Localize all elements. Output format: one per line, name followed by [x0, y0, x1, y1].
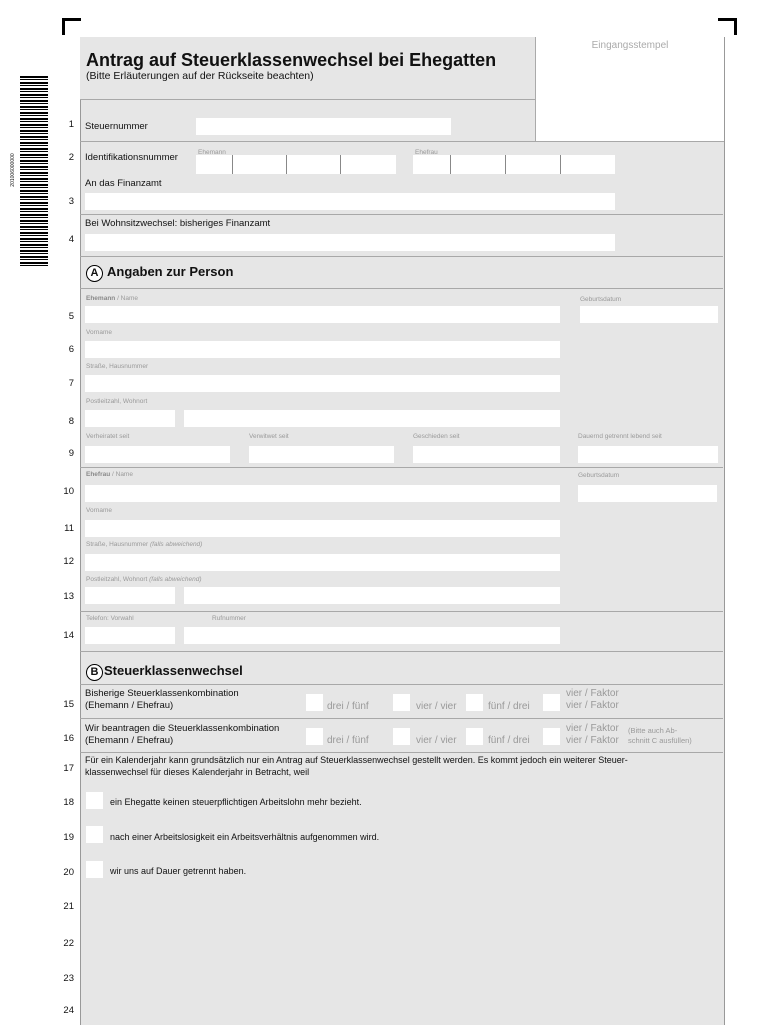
separator — [80, 651, 723, 652]
verwitwet-label: Verwitwet seit — [249, 433, 289, 440]
rufnummer-field[interactable] — [184, 627, 560, 644]
section-a-title — [86, 264, 233, 282]
ehemann-wohnort-field[interactable] — [184, 410, 560, 427]
separator — [80, 467, 723, 468]
form-subtitle: (Bitte Erläuterungen auf der Rückseite beachten) — [86, 70, 314, 82]
line-number: 16 — [63, 733, 74, 744]
reason-1-label: ein Ehegatte keinen steuerpflichtigen Arbeitslohn mehr bezieht. — [110, 797, 362, 807]
ehemann-strasse-field[interactable] — [85, 375, 560, 392]
id-ehefrau-box[interactable] — [506, 155, 561, 174]
geschieden-label: Geschieden seit — [413, 433, 460, 440]
stamp-label: Eingangsstempel — [591, 40, 669, 51]
ehemann-geburtsdatum-field[interactable] — [580, 306, 718, 323]
ehemann-vorname-field[interactable] — [85, 341, 560, 358]
ehemann-geburtsdatum-label: Geburtsdatum — [580, 296, 622, 303]
ehemann-name-label — [86, 295, 138, 302]
identifikationsnummer-label: Identifikationsnummer — [85, 152, 178, 163]
ehefrau-name-field[interactable] — [85, 485, 560, 502]
verheiratet-label: Verheiratet seit — [86, 433, 130, 440]
line-number: 17 — [63, 763, 74, 774]
ehefrau-strasse-label — [86, 541, 202, 548]
bisherige-drei-fuenf-label: drei / fünf — [327, 701, 369, 712]
geschieden-field[interactable] — [413, 446, 560, 463]
line-number: 22 — [63, 938, 74, 949]
ehemann-name-field[interactable] — [85, 306, 560, 323]
bisherige-drei-fuenf-checkbox[interactable] — [306, 694, 323, 711]
eingangsstempel-box — [535, 37, 724, 142]
ehefrau-geburtsdatum-label: Geburtsdatum — [578, 472, 620, 479]
wohnsitzwechsel-label: Bei Wohnsitzwechsel: bisheriges Finanzamt — [85, 218, 271, 229]
getrennt-label: Dauernd getrennt lebend seit — [578, 433, 662, 440]
separator — [80, 256, 723, 257]
section-a-heading: Angaben zur Person — [107, 264, 234, 279]
line-number: 24 — [63, 1005, 74, 1016]
reason-3-checkbox[interactable] — [86, 861, 103, 878]
separator — [80, 214, 723, 215]
beantragen-drei-fuenf-checkbox[interactable] — [306, 728, 323, 745]
beantragen-label-2: (Ehemann / Ehefrau) — [85, 735, 174, 746]
line-number: 12 — [63, 556, 74, 567]
telefon-vorwahl-label: Telefon: Vorwahl — [86, 615, 134, 622]
beantragen-drei-fuenf-label: drei / fünf — [327, 735, 369, 746]
ehemann-bold: Ehemann — [86, 295, 116, 302]
ehefrau-vorname-field[interactable] — [85, 520, 560, 537]
line-number: 21 — [63, 901, 74, 912]
separator — [80, 99, 535, 100]
plz-text: Postleitzahl, Wohnort — [86, 576, 148, 583]
barcode-text: 201006000000 — [10, 153, 16, 187]
reason-3-label: wir uns auf Dauer getrennt haben. — [110, 866, 247, 876]
separator — [80, 141, 723, 142]
line-number: 4 — [68, 234, 74, 245]
bisherige-vier-faktor-label-1: vier / Faktor — [566, 688, 619, 699]
line-number: 18 — [63, 797, 74, 808]
separator — [80, 611, 723, 612]
steuernummer-label: Steuernummer — [85, 121, 148, 132]
line-number: 5 — [68, 311, 74, 322]
ehefrau-bold: Ehefrau — [86, 471, 111, 478]
ehefrau-plz-field[interactable] — [85, 587, 175, 604]
id-ehemann-box[interactable] — [196, 155, 233, 174]
falls-abweichend: (falls abweichend) — [147, 576, 202, 583]
section-b-letter: B — [86, 664, 103, 681]
line-number: 13 — [63, 591, 74, 602]
falls-abweichend: (falls abweichend) — [148, 541, 203, 548]
ehefrau-name-label — [86, 471, 133, 478]
form-title: Antrag auf Steuerklassenwechsel bei Ehegatten — [86, 50, 497, 70]
bisherige-vier-vier-label: vier / vier — [416, 701, 457, 712]
beantragen-vier-vier-label: vier / vier — [416, 735, 457, 746]
separator — [80, 718, 723, 719]
ehemann-plz-label: Postleitzahl, Wohnort — [86, 398, 148, 405]
section-b-heading: Steuerklassenwechsel — [104, 663, 243, 678]
id-ehefrau-box[interactable] — [561, 155, 615, 174]
verheiratet-field[interactable] — [85, 446, 230, 463]
line-number: 19 — [63, 832, 74, 843]
line-number: 10 — [63, 486, 74, 497]
name-suffix: / Name — [115, 295, 139, 302]
line-number: 20 — [63, 867, 74, 878]
line-number: 9 — [68, 448, 74, 459]
ehefrau-geburtsdatum-field[interactable] — [578, 485, 717, 502]
beantragen-fuenf-drei-checkbox[interactable] — [466, 728, 483, 745]
line-number: 8 — [68, 416, 74, 427]
abschnitt-c-hint-1: (Bitte auch Ab- — [628, 726, 678, 735]
id-ehefrau-label: Ehefrau — [415, 149, 438, 156]
beantragen-vier-vier-checkbox[interactable] — [393, 728, 410, 745]
telefon-vorwahl-field[interactable] — [85, 627, 175, 644]
ehefrau-wohnort-field[interactable] — [184, 587, 560, 604]
section-a-letter: A — [86, 265, 103, 282]
corner-mark-top-right — [718, 18, 737, 35]
id-ehemann-box[interactable] — [287, 155, 341, 174]
finanzamt-label: An das Finanzamt — [85, 178, 162, 189]
rufnummer-label: Rufnummer — [212, 615, 246, 622]
reason-2-label: nach einer Arbeitslosigkeit ein Arbeitsverhältnis aufgenommen wird. — [110, 832, 380, 842]
steuernummer-field[interactable] — [196, 118, 451, 135]
line-number: 7 — [68, 378, 74, 389]
getrennt-field[interactable] — [578, 446, 718, 463]
beantragen-label-1: Wir beantragen die Steuerklassenkombination — [85, 723, 280, 734]
line-number: 2 — [68, 152, 74, 163]
ehefrau-vorname-label: Vorname — [86, 507, 113, 514]
line-number: 15 — [63, 699, 74, 710]
wohnsitzwechsel-field[interactable] — [85, 234, 615, 251]
bisherige-vier-faktor-label-2: vier / Faktor — [566, 700, 619, 711]
line-number: 1 — [68, 119, 74, 130]
beantragen-vier-faktor-checkbox[interactable] — [543, 728, 560, 745]
note-line-2: klassenwechsel für dieses Kalenderjahr in Betracht, weil — [85, 767, 310, 777]
separator — [80, 288, 723, 289]
id-ehefrau-box[interactable] — [413, 155, 451, 174]
bisherige-label-2: (Ehemann / Ehefrau) — [85, 700, 174, 711]
abschnitt-c-hint-2: schnitt C ausfüllen) — [628, 736, 692, 745]
note-line-1: Für ein Kalenderjahr kann grundsätzlich nur ein Antrag auf Steuerklassenwechsel gestellt werden. Es kommt jedoch ein weiterer Steuer- — [85, 755, 628, 765]
id-ehemann-box[interactable] — [233, 155, 287, 174]
separator — [80, 684, 723, 685]
strasse-text: Straße, Hausnummer — [86, 541, 149, 548]
id-ehemann-label: Ehemann — [198, 149, 226, 156]
ehemann-strasse-label: Straße, Hausnummer — [86, 363, 149, 370]
id-ehemann-box[interactable] — [341, 155, 396, 174]
line-number: 6 — [68, 344, 74, 355]
section-b-title — [86, 663, 243, 681]
bisherige-fuenf-drei-label: fünf / drei — [488, 701, 530, 712]
reason-2-checkbox[interactable] — [86, 826, 103, 843]
finanzamt-field[interactable] — [85, 193, 615, 210]
line-number: 3 — [68, 196, 74, 207]
line-number: 11 — [64, 523, 74, 534]
corner-mark-top-left — [62, 18, 81, 35]
ehefrau-strasse-field[interactable] — [85, 554, 560, 571]
separator — [80, 752, 723, 753]
line-number: 23 — [63, 973, 74, 984]
reason-1-checkbox[interactable] — [86, 792, 103, 809]
bisherige-vier-faktor-checkbox[interactable] — [543, 694, 560, 711]
ehemann-plz-field[interactable] — [85, 410, 175, 427]
line-number: 14 — [63, 630, 74, 641]
bisherige-fuenf-drei-checkbox[interactable] — [466, 694, 483, 711]
bisherige-label-1: Bisherige Steuerklassenkombination — [85, 688, 239, 699]
beantragen-vier-faktor-label-2: vier / Faktor — [566, 735, 619, 746]
beantragen-fuenf-drei-label: fünf / drei — [488, 735, 530, 746]
bisherige-vier-vier-checkbox[interactable] — [393, 694, 410, 711]
id-ehefrau-box[interactable] — [451, 155, 506, 174]
beantragen-vier-faktor-label-1: vier / Faktor — [566, 723, 619, 734]
ehefrau-plz-label — [86, 576, 202, 583]
verwitwet-field[interactable] — [249, 446, 394, 463]
barcode — [20, 76, 48, 267]
ehemann-vorname-label: Vorname — [86, 329, 113, 336]
name-suffix: / Name — [110, 471, 133, 478]
